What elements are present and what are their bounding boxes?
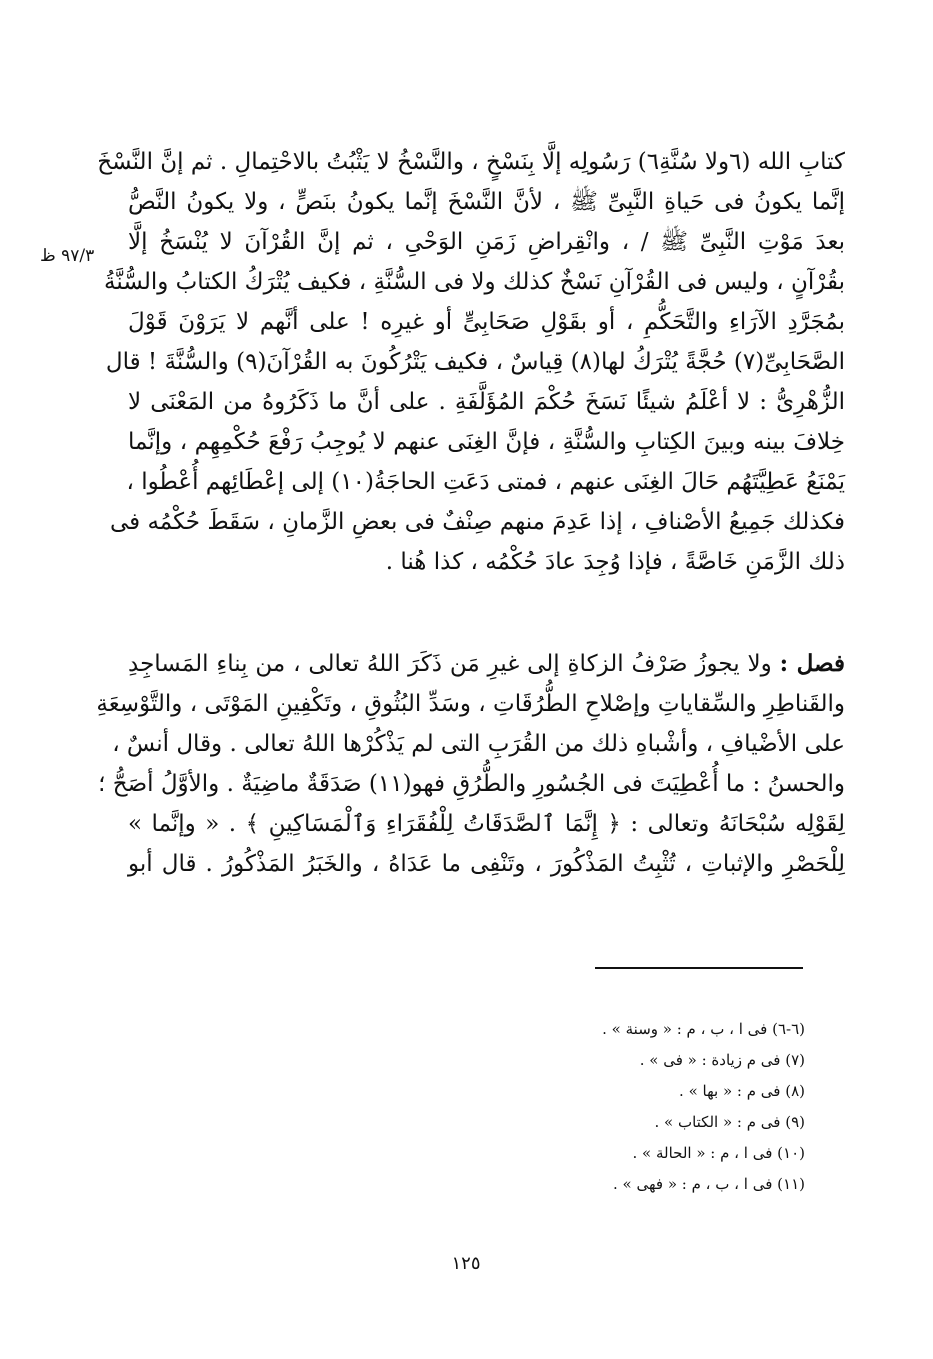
footnote-divider bbox=[595, 967, 803, 969]
footnote: (٨) فى م : « بها » . bbox=[679, 1082, 805, 1100]
body-line: الصَّحَابِىِّ(٧) حُجَّةً يُتْرَكُ لها(٨) قِياسٌ ، فكيف يَتْرُكُونَ به القُرْآنَ(٩) والسُّنَّةَ ! قال bbox=[105, 349, 845, 375]
footnotes-list bbox=[480, 1014, 805, 1200]
body-line: بقُرْآنٍ ، وليس فى القُرْآنِ نَسْخٌ كذلك ولا فى السُّنَّةِ ، فكيف يُتْرَكُ الكتابُ والسُّنَّةُ bbox=[104, 269, 845, 295]
body-line: يَمْنَعُ عَطِيَّتَهُم حَالَ الغِنَى عنهم ، فمتى دَعَتِ الحاجَةُ(١٠) إلى إعْطَائِهم أُعْطُوا ، bbox=[126, 469, 845, 495]
footnote: (١٠) فى ا ، م : « الحالة » . bbox=[632, 1144, 805, 1162]
fasl-first-line-text: ولا يجوزُ صَرْفُ الزكاةِ إلى غيرِ مَن ذَكَرَ اللهُ تعالى ، من بِناءِ المَساجِدِ bbox=[128, 651, 772, 677]
footnote: (٧) فى م زيادة : « فى » . bbox=[639, 1051, 805, 1069]
margin-folio-reference: ٩٧/٣ ظ bbox=[40, 246, 95, 266]
body-line: كتابِ الله (٦ولا سُنَّةِ٦) رَسُولِه إلَّا بِنَسْخٍ ، والنَّسْخُ لا يَثْبُتُ بالاحْتِمالِ . ثم إنَّ النَّسْخَ bbox=[97, 149, 845, 175]
fasl-line: والقَناطِرِ والسِّقاياتِ وإصْلاحِ الطُّرُقَاتِ ، وسَدِّ البُثُوقِ ، وتَكْفِينِ المَوْتَى ، والتَّوْسِعَةِ bbox=[96, 691, 845, 717]
body-paragraph bbox=[97, 142, 845, 582]
body-line: بمُجَرَّدِ الآرَاءِ والتَّحَكُّمِ ، أو بقَوْلِ صَحَابِىٍّ أو غيرِه ! على أنَّهم لا يَرَوْنَ قَوْلَ bbox=[128, 309, 845, 335]
fasl-first-line bbox=[128, 644, 845, 684]
footnote: (٦-٦) فى ا ، ب ، م : « وسنة » . bbox=[602, 1020, 805, 1038]
body-line: فكذلك جَمِيعُ الأصْنافِ ، إذا عَدِمَ منهم صِنْفٌ فى بعضِ الزَّمانِ ، سَقَطَ حُكْمُه فى bbox=[110, 509, 845, 535]
fasl-line: لِلْحَصْرِ والإثباتِ ، تُثْبِتُ المَذْكُورَ ، وتَنْفِى ما عَدَاهُ ، والخَبَرُ المَذْكُورُ . قال أبو bbox=[128, 851, 845, 877]
body-line: الزُّهْرِىُّ : لا أعْلَمُ شيئًا نَسَخَ حُكْمَ المُؤَلَّفَةِ . على أنَّ ما ذَكَرُوهُ من المَعْنَى لا bbox=[128, 389, 845, 415]
body-line: خِلافَ بينه وبينَ الكِتابِ والسُّنَّةِ ، فإنَّ الغِنَى عنهم لا يُوجِبُ رَفْعَ حُكْمِهِم ، وإنَّما bbox=[128, 429, 845, 455]
fasl-heading: فصل : bbox=[779, 650, 846, 677]
body-line: ذلك الزَّمَنِ خَاصَّةً ، فإذا وُجِدَ عادَ حُكْمُه ، كذا هُنا . bbox=[385, 549, 845, 575]
page-number: ١٢٥ bbox=[451, 1253, 481, 1274]
body-line: إنَّما يكونُ فى حَياةِ النَّبِىِّ ﷺ ، لأنَّ النَّسْخَ إنَّما يكونُ بنَصٍّ ، ولا يكونُ النَّصُّ bbox=[128, 189, 845, 215]
body-line: بعدَ مَوْتِ النَّبِىِّ ﷺ / ، وانْقِراضِ زَمَنِ الوَحْىِ ، ثم إنَّ القُرْآنَ لا يُنْسَخُ إلَّا bbox=[128, 229, 845, 255]
footnote: (٩) فى م : « الكتاب » . bbox=[654, 1113, 805, 1131]
footnote: (١١) فى ا ، ب ، م : « فهى » . bbox=[613, 1175, 805, 1193]
fasl-line: لِقَوْلِه سُبْحَانَهُ وتعالى : ﴿ إِنَّمَا ٱلصَّدَقَاتُ لِلْفُقَرَاءِ وَٱلْمَسَاكِينِ ﴾ . « وإنَّما » bbox=[128, 811, 845, 837]
fasl-line: والحسنُ : ما أُعْطِيَتَ فى الجُسُورِ والطُّرُقِ فهو(١١) صَدَقَةٌ ماضِيَةٌ . والأوَّلُ أصَحُّ ؛ bbox=[98, 771, 845, 797]
fasl-section bbox=[96, 644, 846, 884]
fasl-line: على الأضْيافِ ، وأشْباهِ ذلك من القُرَبِ التى لم يَذْكُرْها اللهُ تعالى . وقال أنسٌ ، bbox=[112, 731, 845, 757]
